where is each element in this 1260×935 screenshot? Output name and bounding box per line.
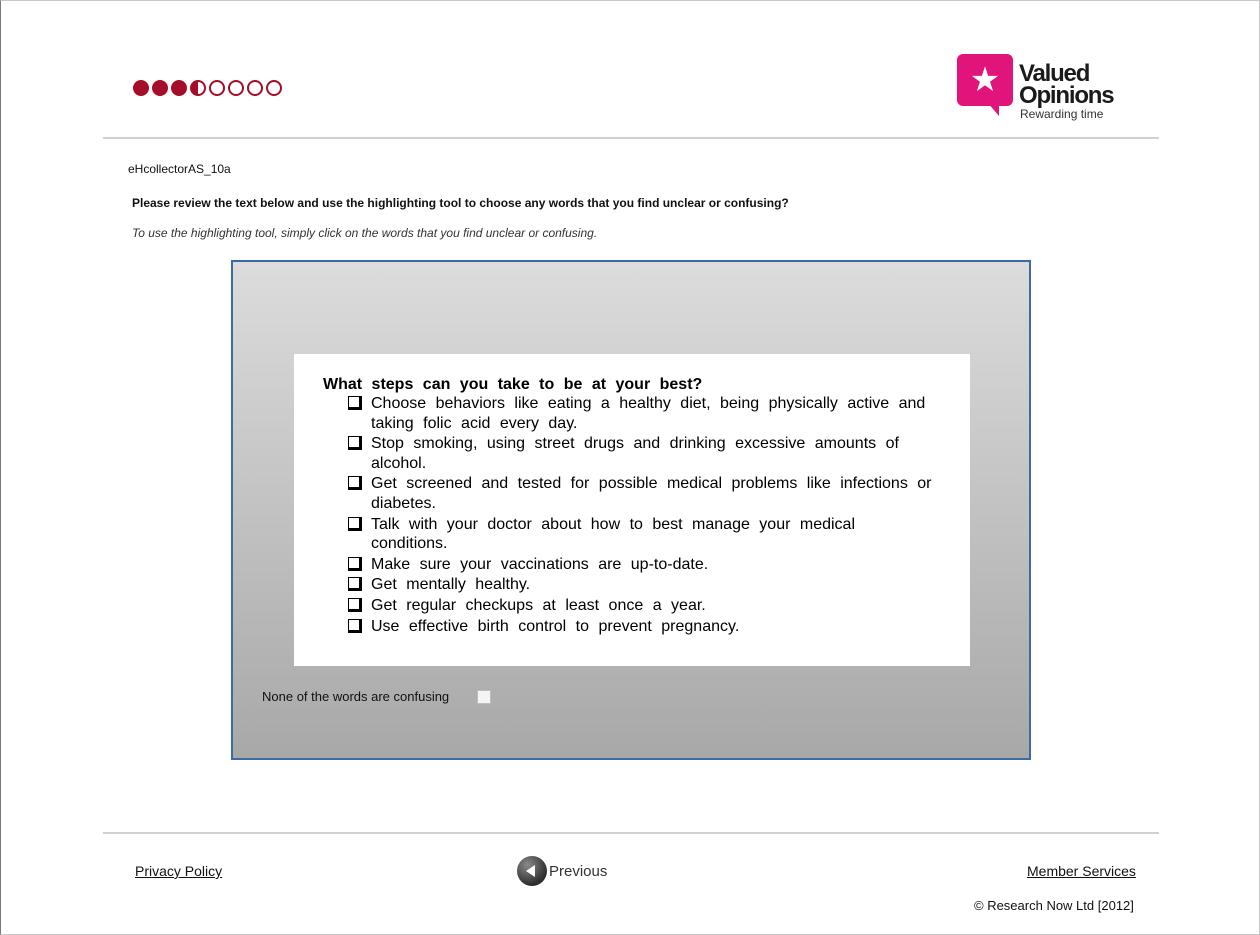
list-item[interactable] — [348, 474, 938, 513]
copyright-text: © Research Now Ltd [2012] — [974, 898, 1134, 913]
progress-dot-complete — [152, 80, 168, 96]
previous-button[interactable] — [517, 856, 607, 886]
none-confusing-label: None of the words are confusing — [262, 689, 450, 704]
list-item[interactable] — [348, 575, 938, 595]
checkbox-bullet-icon — [348, 436, 362, 450]
none-confusing-checkbox[interactable] — [477, 690, 491, 704]
star-icon: ★ — [969, 60, 1001, 100]
list-item[interactable] — [348, 555, 938, 575]
question-instruction: To use the highlighting tool, simply click on the words that you find unclear or confusing. — [132, 226, 598, 240]
progress-dot-empty — [228, 80, 244, 96]
logo-line2: Opinions — [1019, 82, 1114, 109]
list-item-text[interactable]: Talk with your doctor about how to best manage your medical conditions. — [371, 515, 856, 553]
list-item-text[interactable]: Use effective birth control to prevent pregnancy. — [371, 617, 740, 635]
question-id: eHcollectorAS_10a — [128, 162, 231, 176]
checkbox-bullet-icon — [348, 517, 362, 531]
list-item[interactable] — [348, 434, 938, 473]
logo-line1: Valued — [1019, 60, 1090, 87]
list-item[interactable] — [348, 596, 938, 616]
checkbox-bullet-icon — [348, 619, 362, 633]
logo-tagline: Rewarding time — [1020, 107, 1104, 121]
progress-dot-empty — [247, 80, 263, 96]
checkbox-bullet-icon — [348, 577, 362, 591]
progress-dot-complete — [171, 80, 187, 96]
highlighter-panel — [231, 260, 1031, 760]
list-item-text[interactable]: Choose behaviors like eating a healthy diet, being physically active and taking folic acid every day. — [371, 395, 926, 432]
text-heading[interactable]: What steps can you take to be at your best? — [323, 376, 703, 393]
list-item-text[interactable]: Make sure your vaccinations are up-to-date. — [371, 555, 709, 573]
text-item-list — [348, 394, 938, 638]
checkbox-bullet-icon — [348, 557, 362, 571]
footer-divider — [103, 832, 1159, 834]
header-divider — [103, 137, 1159, 139]
member-services-link[interactable]: Member Services — [1027, 863, 1136, 879]
progress-dot-complete — [133, 80, 149, 96]
progress-dot-empty — [266, 80, 282, 96]
highlight-text-box[interactable] — [294, 354, 970, 666]
checkbox-bullet-icon — [348, 396, 362, 410]
valued-opinions-logo — [957, 54, 1127, 124]
previous-icon[interactable] — [517, 856, 547, 886]
checkbox-bullet-icon — [348, 476, 362, 490]
list-item-text[interactable]: Stop smoking, using street drugs and drinking excessive amounts of alcohol. — [371, 435, 899, 472]
list-item[interactable] — [348, 394, 938, 433]
checkbox-bullet-icon — [348, 598, 362, 612]
progress-dot-partial — [190, 80, 206, 96]
progress-dot-empty — [209, 80, 225, 96]
list-item[interactable] — [348, 617, 938, 637]
list-item-text[interactable]: Get regular checkups at least once a year. — [371, 597, 706, 615]
question-prompt: Please review the text below and use the highlighting tool to choose any words that you find unclear or confusing? — [132, 196, 789, 210]
privacy-policy-link[interactable]: Privacy Policy — [135, 863, 223, 879]
progress-indicator — [133, 80, 282, 100]
previous-label[interactable]: Previous — [549, 862, 608, 880]
list-item-text[interactable]: Get mentally healthy. — [371, 576, 531, 594]
list-item-text[interactable]: Get screened and tested for possible medical problems like infections or diabetes. — [371, 475, 932, 512]
list-item[interactable] — [348, 515, 938, 554]
